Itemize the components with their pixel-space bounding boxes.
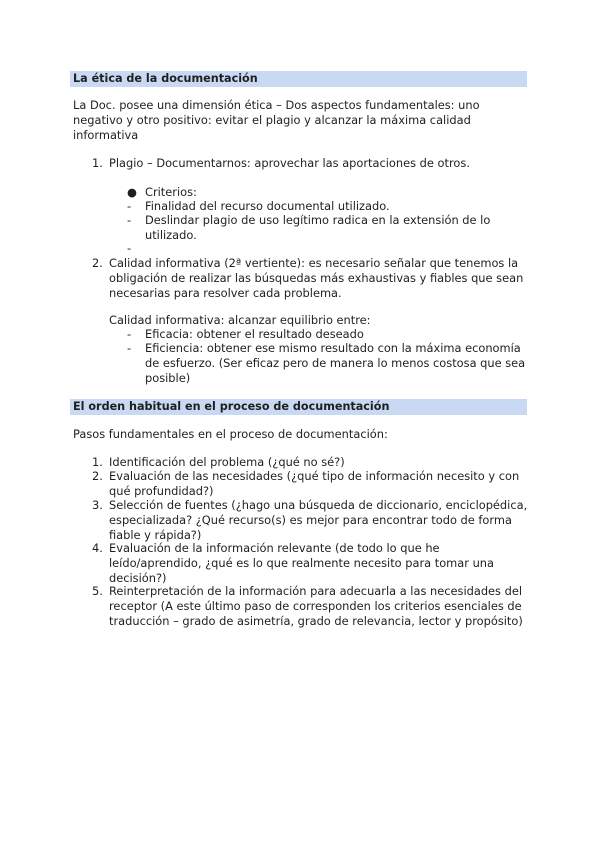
section-intro-process: Pasos fundamentales en el proceso de documentación: <box>73 427 388 441</box>
dash-item: Finalidad del recurso documental utilizado. <box>145 199 390 213</box>
list-number: 2. <box>92 256 103 270</box>
section-intro-ethics: La Doc. posee una dimensión ética – Dos aspectos fundamentales: uno negativo y otro positivo: evitar el plagio y alcanzar la máxima calidad informativa <box>73 98 480 142</box>
list-item-calidad: Calidad informativa (2ª vertiente): es necesario señalar que tenemos la obligación de realizar las búsquedas más exhaustivas y fiables que sean necesarias para resolver cada problema. <box>109 256 524 300</box>
bullet-item-criterios: Criterios: <box>145 185 197 199</box>
list-number: 2. <box>92 469 103 483</box>
dash-item: Deslindar plagio de uso legítimo radica en la extensión de lo utilizado. <box>145 213 491 242</box>
bullet-dot-icon: ● <box>127 185 137 199</box>
list-number: 1. <box>92 455 103 469</box>
dash-marker: - <box>127 241 132 255</box>
step-item: Selección de fuentes (¿hago una búsqueda de diccionario, enciclopédica, especializada? ¿Qué recurso(s) es mejor para encontrar todo de forma fiable y rápida?) <box>109 498 528 542</box>
step-item: Evaluación de la información relevante (de todo lo que he leído/aprendido, ¿qué es lo que realmente necesito para tomar una decisión?) <box>109 541 494 585</box>
dash-item-eficiencia: Eficiencia: obtener ese mismo resultado con la máxima economía de esfuerzo. (Ser eficaz pero de manera lo menos costosa que sea posible) <box>145 341 526 385</box>
dash-marker: - <box>127 341 132 355</box>
step-item: Evaluación de las necesidades (¿qué tipo de información necesito y con qué profundidad?) <box>109 469 520 498</box>
sub-intro-calidad: Calidad informativa: alcanzar equilibrio entre: <box>109 313 371 327</box>
list-number: 4. <box>92 541 103 555</box>
list-number: 3. <box>92 498 103 512</box>
list-number: 1. <box>92 156 103 170</box>
dash-marker: - <box>127 327 132 341</box>
section-heading-ethics: La ética de la documentación <box>70 71 527 87</box>
section-heading-process: El orden habitual en el proceso de documentación <box>70 399 527 415</box>
dash-item-eficacia: Eficacia: obtener el resultado deseado <box>145 327 364 341</box>
dash-marker: - <box>127 199 132 213</box>
step-item: Reinterpretación de la información para adecuarla a las necesidades del receptor (A este último paso de corresponden los criterios esenciales de traducción – grado de asimetría, grado de relevancia, lector y propósito) <box>109 584 523 628</box>
list-item-plagio: Plagio – Documentarnos: aprovechar las aportaciones de otros. <box>109 156 470 170</box>
dash-marker: - <box>127 213 132 227</box>
step-item: Identificación del problema (¿qué no sé?) <box>109 455 345 469</box>
list-number: 5. <box>92 584 103 598</box>
